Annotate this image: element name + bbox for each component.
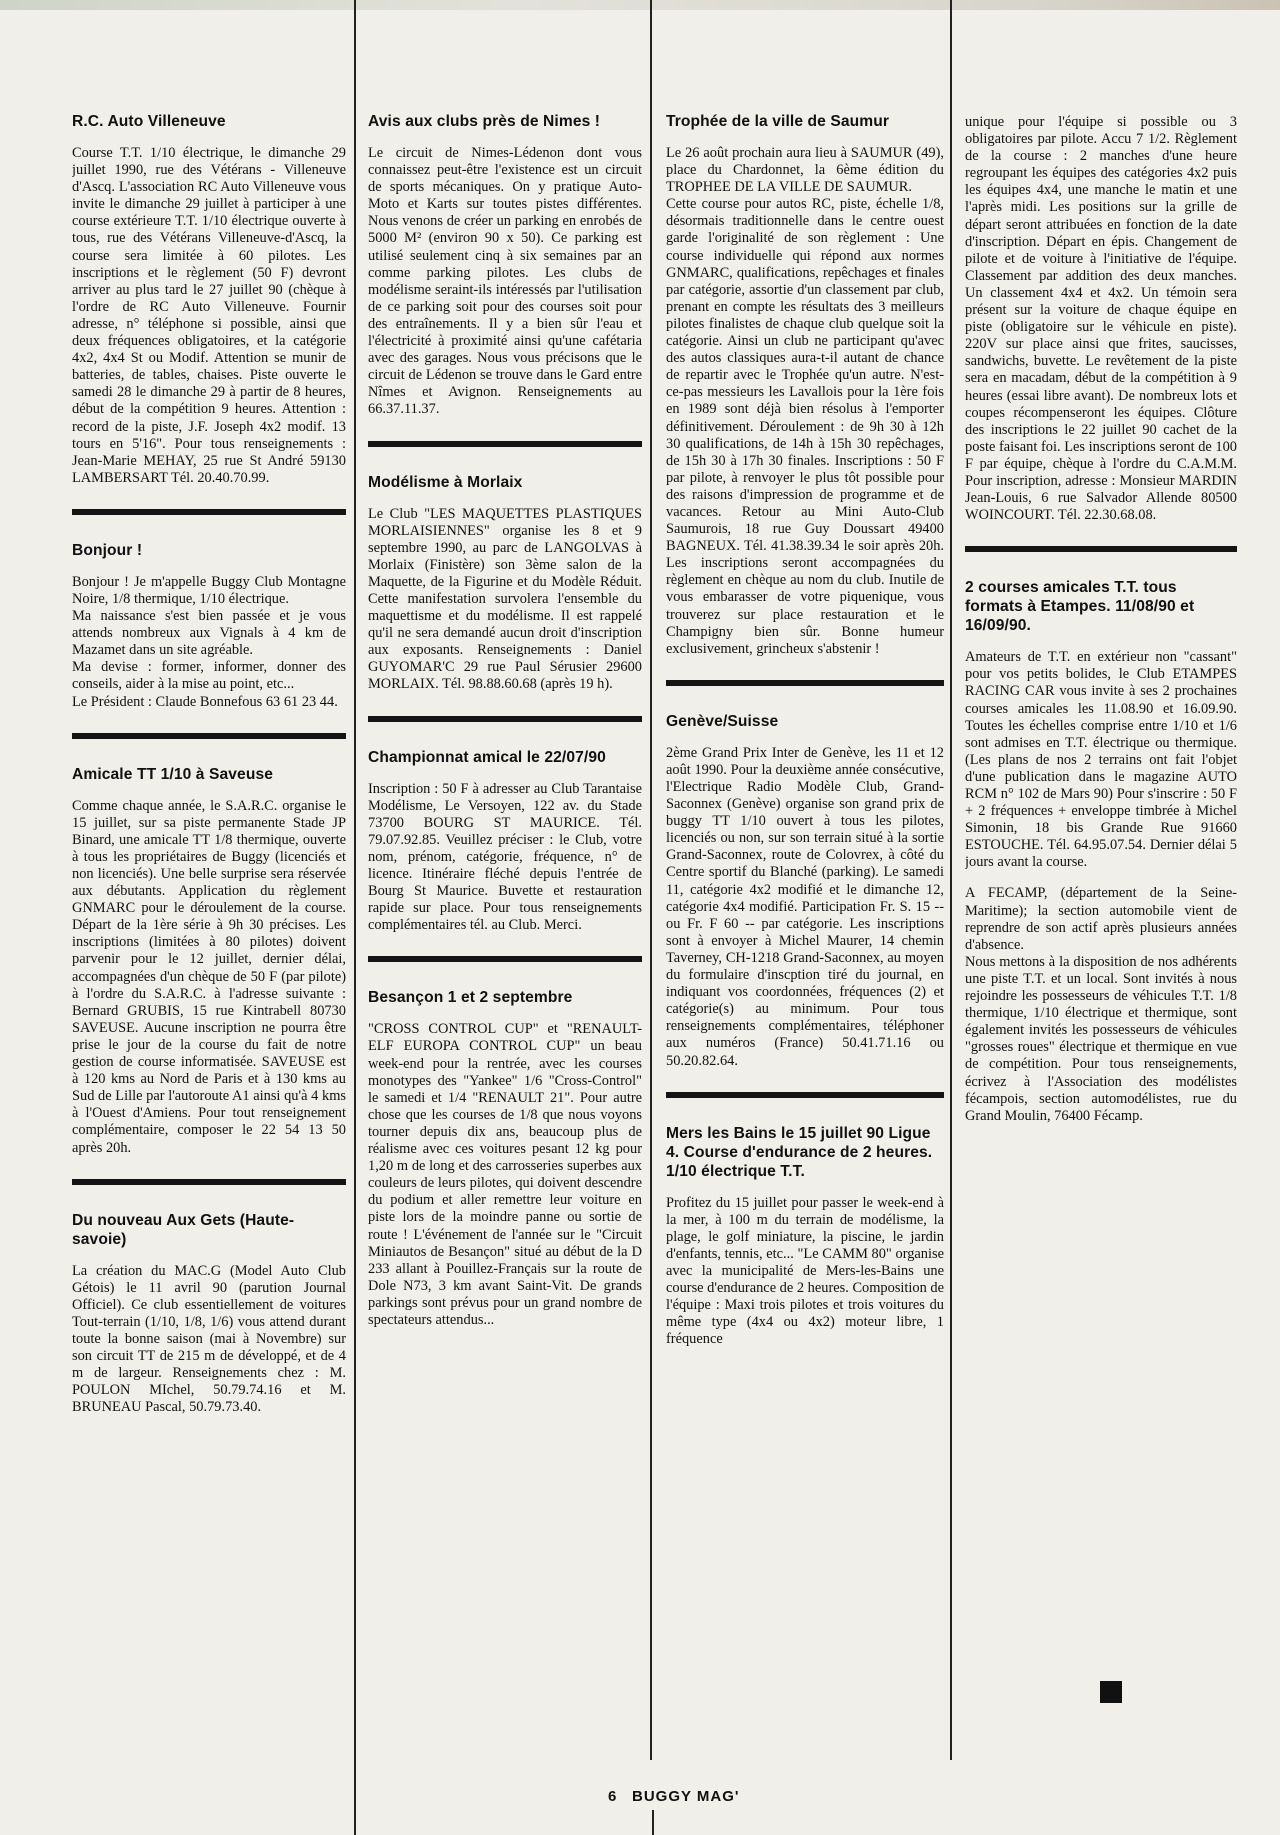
end-of-article-mark [1100, 1681, 1122, 1703]
article [368, 473, 642, 694]
column-4 [965, 114, 1237, 1764]
article-separator [368, 441, 642, 447]
article-separator [368, 716, 642, 722]
article-separator [666, 680, 944, 686]
column-3 [666, 112, 944, 1762]
page-number: 6 [608, 1788, 618, 1805]
article-title: R.C. Auto Villeneuve [72, 113, 226, 130]
column-1 [72, 112, 346, 1762]
article-paragraph: Amateurs de T.T. en extérieur non "cassant" pour vos petits bolides, le Club ETAMPES RACING CAR vous invite à ses 2 prochaines courses amicales les 11.08.90 et 16.09.90. Toutes les échelles comprise entre 1/10 et 1/6 sont admises en T.T. électrique ou thermique. (Les plans de nos 2 terrains ont fait l'objet d'une publication dans le magazine AUTO RCM n° 102 de Mars 90) Pour s'inscrire : 50 F + 2 fréquences + enveloppe timbrée à Michel Simonin, 18 bis Grande Rue 91660 ESTOUCHE. Tél. 64.95.07.54. Dernier délai 5 jours avant la course. [965, 649, 1237, 871]
column-rule [650, 0, 652, 1760]
article-paragraph: Bonjour ! Je m'appelle Buggy Club Montagne Noire, 1/8 thermique, 1/10 électrique. [72, 573, 346, 607]
article [666, 712, 944, 1070]
article-title: Avis aux clubs près de Nimes ! [368, 113, 601, 130]
magazine-name: BUGGY MAG' [632, 1788, 740, 1805]
article-paragraph: Inscription : 50 F à adresser au Club Tarantaise Modélisme, Le Versoyen, 122 av. du Stade 73700 BOURG ST MAURICE. Tél. 79.07.92.85. Veuillez préciser : le Club, votre nom, prénom, catégorie, fréquence, n° de licence. Itinéraire fléché depuis l'entrée de Bourg St Maurice. Buvette et restauration rapide sur place. Pour tous renseignements complémentaires tél. au Club. Merci. [368, 780, 642, 934]
article [666, 112, 944, 658]
column-rule [354, 0, 356, 1835]
article [368, 988, 642, 1329]
article [965, 578, 1237, 1125]
article-title: Du nouveau Aux Gets (Haute-savoie) [72, 1211, 295, 1248]
article-title: Championnat amical le 22/07/90 [368, 748, 606, 766]
article [965, 114, 1237, 524]
article [368, 748, 642, 935]
article-separator [666, 1092, 944, 1098]
article-paragraph: Ma devise : former, informer, donner des conseils, aider à la mise au point, etc... [72, 659, 346, 693]
article-separator [965, 546, 1237, 552]
article-title: Trophée de la ville de Saumur [666, 113, 890, 130]
article-paragraph: unique pour l'équipe si possible ou 3 obligatoires par pilote. Accu 7 1/2. Règlement de la course : 2 manches d'une heure regroupant les équipes des catégories 4x2 puis les équipes 4x4, une manche le matin et une l'après midi. Les positions sur la grille de départ seront attribuées en fonction de la date d'inscription. Départ en épis. Changement de pilote et de voiture à l'initiative de l'équipe. Classement par addition des deux manches. Un classement 4x4 et 4x2. Un témoin sera présent sur la voiture de chaque équipe en piste (obligatoire sur le véhicule en piste). 220V sur place ainsi que frites, saucisses, sandwichs, buvette. Le revêtement de la piste sera en macadam, début de la compétition à 9 heures (essai libre avant). De nombreux lots et coupes récompenseront les équipes. Clôture des inscriptions le 22 juillet 90 cachet de la poste faisant foi. Les inscriptions seront de 100 F par équipe, chèque à l'ordre du C.A.M.M. Pour inscription, adresse : Monsieur MARDIN Jean-Louis, 6 rue Salvador Allende 80500 WOINCOURT. Tél. 22.30.68.08. [965, 114, 1237, 524]
article [72, 1211, 346, 1417]
article-paragraph: Le Président : Claude Bonnefous 63 61 23 44. [72, 693, 338, 710]
page-footer [0, 1786, 1280, 1816]
article-separator [72, 1179, 346, 1185]
column-2 [368, 112, 642, 1762]
article-paragraph: Le circuit de Nimes-Lédenon dont vous connaissez peut-être l'existence est un circuit de sports mécaniques. On y pratique Auto-Moto et Karts sur toutes pistes différentes. Nous venons de créer un parking en enrobés de 5000 M² (environ 90 x 50). Ce parking est utilisé seulement cinq à six semaines par an comme parking pilotes. Les clubs de modélisme seraint-ils intéressés par l'utilisation de ce parking soit pour des courses soit pour des entraînements. Il y a bien sûr l'eau et l'électricité à proximité ainsi qu'une cafétaria avec des garages. Nous vous précisons que le circuit de Lédenon se trouve dans le Gard entre Nîmes et Avignon. Renseignements au 66.37.11.37. [368, 145, 642, 418]
article-paragraph: Course T.T. 1/10 électrique, le dimanche 29 juillet 1990, rue des Vétérans - Villeneuve d'Ascq. L'association RC Auto Villeneuve vous invite le dimanche 29 juillet à participer à une course extérieure T.T. 1/10 électrique ouverte à tous, rue des Vétérans Villeneuve-d'Ascq, la course sera limitée à 60 pilotes. Les inscriptions et le règlement (50 F) devront arriver au plus tard le 27 juillet 90 (chèque à l'ordre de RC Auto Villeneuve. Fournir adresse, n° téléphone si possible, ainsi que deux fréquences obligatoires, et la catégorie 4x2, 4x4 St ou Modif. Attention se munir de batteries, de tables, chaises. Piste ouverte le samedi 28 le dimanche 29 à partir de 8 heures, début de la compétition 9 heures. Attention : record de la piste, J.F. Joseph 4x2 modif. 13 tours en 5'16". Pour tous renseignements : Jean-Marie MEHAY, 25 rue St André 59130 LAMBERSART Tél. 20.40.70.99. [72, 145, 346, 486]
article-paragraph: Le 26 août prochain aura lieu à SAUMUR (49), place du Chardonnet, la 6ème édition du TROPHEE DE LA VILLE DE SAUMUR. [666, 145, 944, 196]
article-title: Genève/Suisse [666, 712, 779, 730]
article [72, 541, 346, 711]
article-title: Amicale TT 1/10 à Saveuse [72, 765, 274, 783]
article-paragraph: "CROSS CONTROL CUP" et "RENAULT-ELF EUROPA CONTROL CUP" un beau week-end pour la rentrée, avec les courses monotypes des "Yankee" 1/6 "Cross-Control" le samedi et 1/4 "RENAULT 21". Pour autre chose que les courses de 1/8 que nous voyons tourner depuis dix ans, beaucoup plus de réalisme avec ces voitures pesant 12 kg pour 1,20 m de long et des carrosseries superbes aux couleurs de leurs pilotes, qui doivent descendre du podium et aller remettre leur voiture en piste lors de la moindre panne ou sortie de route ! L'événement de l'année sur le "Circuit Miniautos de Besançon" situé au début de la D 233 allant à Pouillez-Français sur la route de Dole N73, 3 km avant Saint-Vit. De grands parkings sont prévus pour un grand nombre de spectateurs attendus... [368, 1021, 642, 1328]
article-title: 2 courses amicales T.T. tous formats à Etampes. 11/08/90 et 16/09/90. [965, 579, 1195, 635]
article-paragraph: Profitez du 15 juillet pour passer le week-end à la mer, à 100 m du terrain de modélisme, la plage, le golf miniature, la piscine, le jardin d'enfants, tennis, etc... "Le CAMM 80" organise avec la municipalité de Mers-les-Bains une course d'endurance de 2 heures. Composition de l'équipe : Maxi trois pilotes et trois voitures du même type (4x4 ou 4x2) moteur libre, 1 fréquence [666, 1194, 944, 1348]
article [72, 112, 346, 487]
column-rule [950, 0, 952, 1760]
article-paragraph: La création du MAC.G (Model Auto Club Gétois) le 11 avril 90 (parution Journal Officiel). Ce club essentiellement de voitures Tout-terrain (1/10, 1/8, 1/6) vous attend durant toute la bonne saison (mai à Novembre) sur son circuit TT de 215 m de développé, et de 4 m de largeur. Renseignements chez : M. POULON MIchel, 50.79.74.16 et M. BRUNEAU Pascal, 50.79.73.40. [72, 1262, 346, 1416]
article [368, 112, 642, 419]
article-paragraph: Ma naissance s'est bien passée et je vous attends nombreux aux Vignals à 4 km de Mazamet dans un site agréable. [72, 608, 346, 659]
article-paragraph: Nous mettons à la disposition de nos adhérents une piste T.T. et un local. Sont invités à nous rejoindre les possesseurs de véhicules T.T. 1/8 thermique, 1/10 électrique et thermique, sont également invités les possesseurs de véhicules "grosses roues" électrique et thermique en vue de compétition. Pour tous renseignements, écrivez à l'Association des modélistes fécampois, section automodélistes, rue du Grand Moulin, 76400 Fécamp. [965, 953, 1237, 1124]
article-paragraph: A FECAMP, (département de la Seine-Maritime); la section automobile vient de reprendre de son actif après plusieurs années d'absence. [965, 885, 1237, 953]
article-paragraph: Cette course pour autos RC, piste, échelle 1/8, désormais traditionnelle dans le centre ouest garde l'originalité de son règlement : Une course individuelle qui répond aux normes GNMARC, qualifications, repêchages et finales par catégorie, assortie d'un classement par club, prenant en compte les résultats des 3 meilleurs pilotes finalistes de chaque club quelque soit la catégorie. Ainsi un club ne participant qu'avec des autos classiques aura-t-il autant de chance de repartir avec le Trophée qu'un autre. N'est-ce-pas messieurs les Lavallois pour la 1ère fois en 1989 sont déjà bien résolus à l'emporter définitivement. Déroulement : de 9h 30 à 12h 30 qualifications, de 14h à 15h 30 repêchages, de 15h 30 à 17h 30 finales. Inscriptions : 50 F par pilote, à renvoyer le plus tôt possible pour des raisons d'impression de programme et de vacances. Retour au Mini Auto-Club Saumurois, 18 rue Guy Doussart 49400 BAGNEUX. Tél. 41.38.39.34 le soir après 20h. Les inscriptions seront accompagnées du règlement en chèque au nom du club. Inutile de vous embarasser de votre piquenique, vous trouverez sur place restauration et le Champigny bien sûr. Bonne humeur exclusivement, grincheux s'abstenir ! [666, 196, 944, 657]
article-title: Modélisme à Morlaix [368, 473, 523, 491]
article-title: Bonjour ! [72, 541, 143, 559]
article [72, 765, 346, 1157]
article-paragraph: Le Club "LES MAQUETTES PLASTIQUES MORLAISIENNES" organise les 8 et 9 septembre 1990, au parc de LANGOLVAS à Morlaix (Finistère) son 3ème salon de la Maquette, de la Figurine et du Modèle Réduit. Cette manifestation survolera l'ensemble du maquettisme et du modélisme. Il est rappelé qu'il ne sera demandé aucun droit d'inscription aux exposants. Renseignements : Daniel GUYOMAR'C 29 rue Paul Sérusier 29600 MORLAIX. Tél. 98.88.60.68 (après 19 h). [368, 505, 642, 693]
scan-edge [0, 0, 1280, 10]
article [666, 1124, 944, 1349]
article-separator [72, 509, 346, 515]
article-separator [72, 733, 346, 739]
article-title: Mers les Bains le 15 juillet 90 Ligue 4. Course d'endurance de 2 heures. 1/10 électrique T.T. [666, 1124, 933, 1180]
article-paragraph: 2ème Grand Prix Inter de Genève, les 11 et 12 août 1990. Pour la deuxième année consécutive, l'Electrique Radio Modèle Club, Grand-Saconnex (Genève) organise son grand prix de buggy TT 1/10 ouvert à tous les pilotes, licenciés ou non, sur son terrain situé à la sortie Grand-Saconnex, route de Colovrex, à côté du Centre sportif du Blanché (parking). Le samedi 11, catégorie 4x2 modifié et le dimanche 12, catégorie 4x4 modifié. Participation Fr. S. 15 -- ou Fr. F 60 -- par catégorie. Les inscriptions sont à envoyer à Michel Maurer, 14 chemin Taverney, CH-1218 Grand-Saconnex, au moyen du formulaire d'inscption tiré du journal, en indiquant vos coordonnées, fréquences (2) et catégorie(s) au minimum. Pour tous renseignements complémentaires, téléphoner aux numéros (France) 50.41.71.16 ou 50.20.82.64. [666, 744, 944, 1069]
article-paragraph: Comme chaque année, le S.A.R.C. organise le 15 juillet, sur sa piste permanente Stade JP Binard, une amicale TT 1/8 thermique, ouverte à tous les propriétaires de Buggy (licenciés et non licenciés). Une belle surprise sera réservée aux débutants. Application du règlement GNMARC pour le déroulement de la course. Départ de la 1ère série à 9h 30 précises. Les inscriptions (limitées à 80 pilotes) doivent parvenir pour le 12 juillet, dernier délai, accompagnées d'un chèque de 50 F (par pilote) à l'ordre du S.A.R.C. à l'adresse suivante : Bernard GRUBIS, 15 rue Kintrabell 80730 SAVEUSE. Aucune inscription ne pourra être prise le jour de la course du fait de notre gestion de course informatisée. SAVEUSE est à 120 kms au Nord de Paris et à 130 kms au Sud de Lille par l'autoroute A1 ainsi qu'à 4 kms à l'Ouest d'Amiens. Pour tout renseignement complémentaire, composer le 22 54 13 50 après 20h. [72, 797, 346, 1156]
article-separator [368, 956, 642, 962]
article-title: Besançon 1 et 2 septembre [368, 989, 573, 1007]
